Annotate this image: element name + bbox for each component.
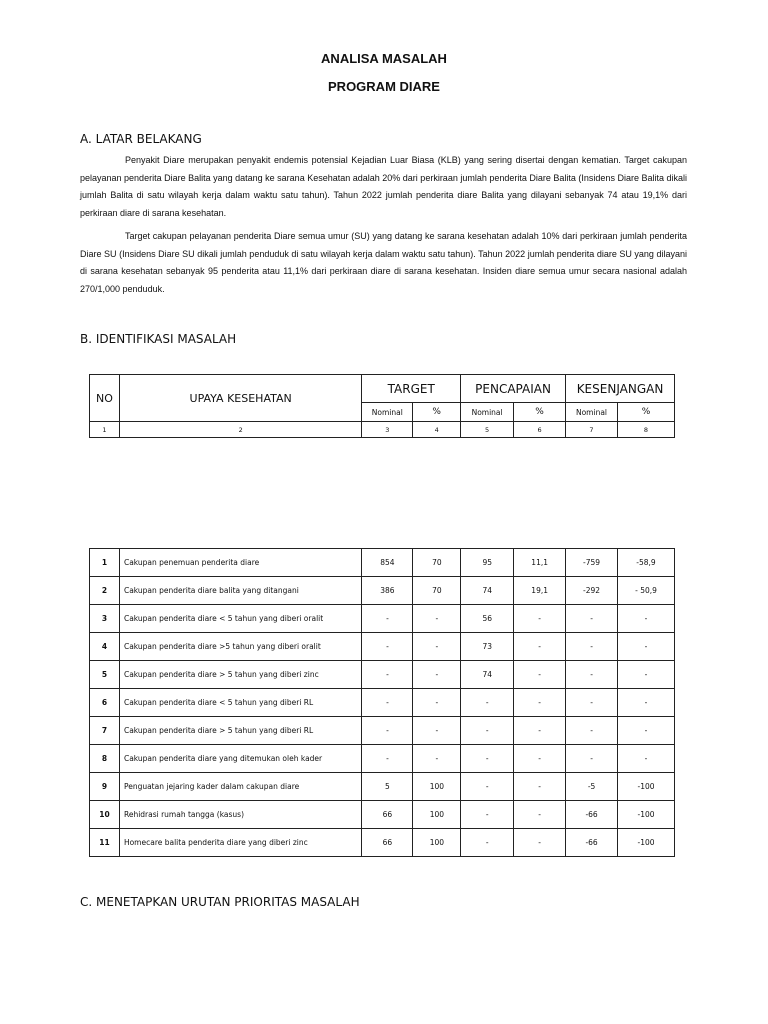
kesenjangan-percent: - <box>618 745 675 773</box>
column-number: 4 <box>413 422 461 438</box>
kesenjangan-percent: -100 <box>618 829 675 857</box>
subheader-kesenjangan-nominal: Nominal <box>566 403 618 422</box>
kesenjangan-nominal: - <box>566 605 618 633</box>
pencapaian-nominal: - <box>461 689 514 717</box>
pencapaian-percent: 11,1 <box>514 549 566 577</box>
subheader-pencapaian-nominal: Nominal <box>461 403 514 422</box>
subheader-target-percent: % <box>413 403 461 422</box>
table-row <box>90 689 675 717</box>
pencapaian-percent: - <box>514 633 566 661</box>
pencapaian-nominal: 56 <box>461 605 514 633</box>
target-percent: - <box>413 717 461 745</box>
pencapaian-nominal: - <box>461 829 514 857</box>
target-nominal: - <box>362 605 413 633</box>
row-number: 2 <box>90 577 120 605</box>
row-label: Penguatan jejaring kader dalam cakupan diare <box>119 773 362 801</box>
col-header-no: NO <box>90 375 120 422</box>
kesenjangan-percent: - <box>618 633 675 661</box>
pencapaian-percent: - <box>514 689 566 717</box>
row-label: Rehidrasi rumah tangga (kasus) <box>119 801 362 829</box>
document-title: ANALISA MASALAH <box>321 51 447 66</box>
kesenjangan-percent: - <box>618 605 675 633</box>
target-percent: 100 <box>413 829 461 857</box>
target-nominal: - <box>362 689 413 717</box>
subheader-pencapaian-percent: % <box>514 403 566 422</box>
target-nominal: - <box>362 661 413 689</box>
target-percent: 70 <box>413 549 461 577</box>
table-row <box>90 829 675 857</box>
col-header-upaya: UPAYA KESEHATAN <box>119 375 361 422</box>
table-row <box>90 801 675 829</box>
row-number: 6 <box>90 689 120 717</box>
target-nominal: - <box>362 633 413 661</box>
target-percent: - <box>413 689 461 717</box>
kesenjangan-nominal: -66 <box>566 829 618 857</box>
target-nominal: - <box>362 745 413 773</box>
document-subtitle: PROGRAM DIARE <box>328 79 440 94</box>
row-number: 8 <box>90 745 120 773</box>
table-row <box>90 773 675 801</box>
kesenjangan-percent: - 50,9 <box>618 577 675 605</box>
target-percent: - <box>413 605 461 633</box>
col-header-kesenjangan: KESENJANGAN <box>566 375 675 403</box>
row-label: Homecare balita penderita diare yang diberi zinc <box>119 829 362 857</box>
row-number: 9 <box>90 773 120 801</box>
pencapaian-percent: - <box>514 773 566 801</box>
target-nominal: - <box>362 717 413 745</box>
kesenjangan-nominal: - <box>566 717 618 745</box>
pencapaian-percent: - <box>514 829 566 857</box>
target-percent: 70 <box>413 577 461 605</box>
column-number: 6 <box>514 422 566 438</box>
pencapaian-percent: - <box>514 801 566 829</box>
pencapaian-percent: - <box>514 717 566 745</box>
row-number: 1 <box>90 549 120 577</box>
row-label: Cakupan penderita diare balita yang ditangani <box>119 577 362 605</box>
target-percent: - <box>413 745 461 773</box>
target-nominal: 386 <box>362 577 413 605</box>
kesenjangan-nominal: -66 <box>566 801 618 829</box>
target-nominal: 66 <box>362 801 413 829</box>
pencapaian-nominal: - <box>461 745 514 773</box>
paragraph-2: Target cakupan pelayanan penderita Diare semua umur (SU) yang datang ke sarana kesehatan adalah 10% dari perkiraan jumlah penderita Diare SU (Insidens Diare SU dikali jumlah penduduk di satu wilayah kerja dalam waktu satu tahun). Tahun 2022 jumlah penderita diare SU yang dilayani di sarana kesehatan sebanyak 95 penderita atau 11,1% dari perkiraan diare di sarana kesehatan. Insiden diare semua umur secara nasional adalah 270/1,000 penduduk. <box>80 231 687 294</box>
column-number: 1 <box>90 422 120 438</box>
pencapaian-percent: - <box>514 661 566 689</box>
row-label: Cakupan penderita diare >5 tahun yang diberi oralit <box>119 633 362 661</box>
table-row <box>90 661 675 689</box>
pencapaian-nominal: - <box>461 717 514 745</box>
column-number: 8 <box>617 422 674 438</box>
col-header-target: TARGET <box>362 375 461 403</box>
data-table <box>89 548 675 857</box>
paragraph-1: Penyakit Diare merupakan penyakit endemis potensial Kejadian Luar Biasa (KLB) yang sering disertai dengan kematian. Target cakupan pelayanan penderita Diare Balita yang datang ke sarana Kesehatan adalah 20% dari perkiraan jumlah penderita Diare Balita (Insidens Diare Balita dikali jumlah Balita di satu wilayah kerja dalam waktu satu tahun). Tahun 2022 jumlah penderita diare Balita yang dilayani sebanyak 74 atau 19,1% dari perkiraan diare di sarana kesehatan. <box>80 155 687 218</box>
target-percent: - <box>413 633 461 661</box>
subheader-kesenjangan-percent: % <box>617 403 674 422</box>
row-label: Cakupan penemuan penderita diare <box>119 549 362 577</box>
column-number: 2 <box>119 422 361 438</box>
target-nominal: 854 <box>362 549 413 577</box>
row-number: 10 <box>90 801 120 829</box>
target-percent: - <box>413 661 461 689</box>
subheader-target-nominal: Nominal <box>362 403 413 422</box>
pencapaian-nominal: 73 <box>461 633 514 661</box>
kesenjangan-nominal: -292 <box>566 577 618 605</box>
kesenjangan-nominal: - <box>566 633 618 661</box>
row-number: 7 <box>90 717 120 745</box>
kesenjangan-nominal: - <box>566 745 618 773</box>
section-c-heading: C. MENETAPKAN URUTAN PRIORITAS MASALAH <box>80 895 360 909</box>
row-number: 11 <box>90 829 120 857</box>
column-number: 3 <box>362 422 413 438</box>
kesenjangan-nominal: - <box>566 689 618 717</box>
table-row <box>90 549 675 577</box>
row-number: 4 <box>90 633 120 661</box>
row-number: 5 <box>90 661 120 689</box>
kesenjangan-percent: - <box>618 689 675 717</box>
pencapaian-percent: - <box>514 605 566 633</box>
section-a-heading: A. LATAR BELAKANG <box>80 132 202 146</box>
kesenjangan-percent: - <box>618 717 675 745</box>
kesenjangan-percent: - <box>618 661 675 689</box>
column-number: 7 <box>566 422 618 438</box>
pencapaian-nominal: - <box>461 773 514 801</box>
header-table <box>89 374 675 438</box>
table-row <box>90 605 675 633</box>
kesenjangan-nominal: -5 <box>566 773 618 801</box>
kesenjangan-percent: -100 <box>618 773 675 801</box>
column-number: 5 <box>461 422 514 438</box>
target-percent: 100 <box>413 773 461 801</box>
table-row <box>90 717 675 745</box>
row-label: Cakupan penderita diare < 5 tahun yang diberi oralit <box>119 605 362 633</box>
pencapaian-nominal: 95 <box>461 549 514 577</box>
kesenjangan-nominal: - <box>566 661 618 689</box>
row-label: Cakupan penderita diare > 5 tahun yang diberi RL <box>119 717 362 745</box>
target-percent: 100 <box>413 801 461 829</box>
target-nominal: 66 <box>362 829 413 857</box>
pencapaian-nominal: 74 <box>461 661 514 689</box>
row-label: Cakupan penderita diare > 5 tahun yang diberi zinc <box>119 661 362 689</box>
target-nominal: 5 <box>362 773 413 801</box>
pencapaian-percent: 19,1 <box>514 577 566 605</box>
kesenjangan-percent: -58,9 <box>618 549 675 577</box>
row-number: 3 <box>90 605 120 633</box>
col-header-pencapaian: PENCAPAIAN <box>461 375 566 403</box>
section-b-heading: B. IDENTIFIKASI MASALAH <box>80 332 237 346</box>
row-label: Cakupan penderita diare < 5 tahun yang diberi RL <box>119 689 362 717</box>
table-row <box>90 745 675 773</box>
table-row <box>90 577 675 605</box>
pencapaian-percent: - <box>514 745 566 773</box>
kesenjangan-percent: -100 <box>618 801 675 829</box>
pencapaian-nominal: 74 <box>461 577 514 605</box>
table-row <box>90 633 675 661</box>
row-label: Cakupan penderita diare yang ditemukan oleh kader <box>119 745 362 773</box>
pencapaian-nominal: - <box>461 801 514 829</box>
kesenjangan-nominal: -759 <box>566 549 618 577</box>
